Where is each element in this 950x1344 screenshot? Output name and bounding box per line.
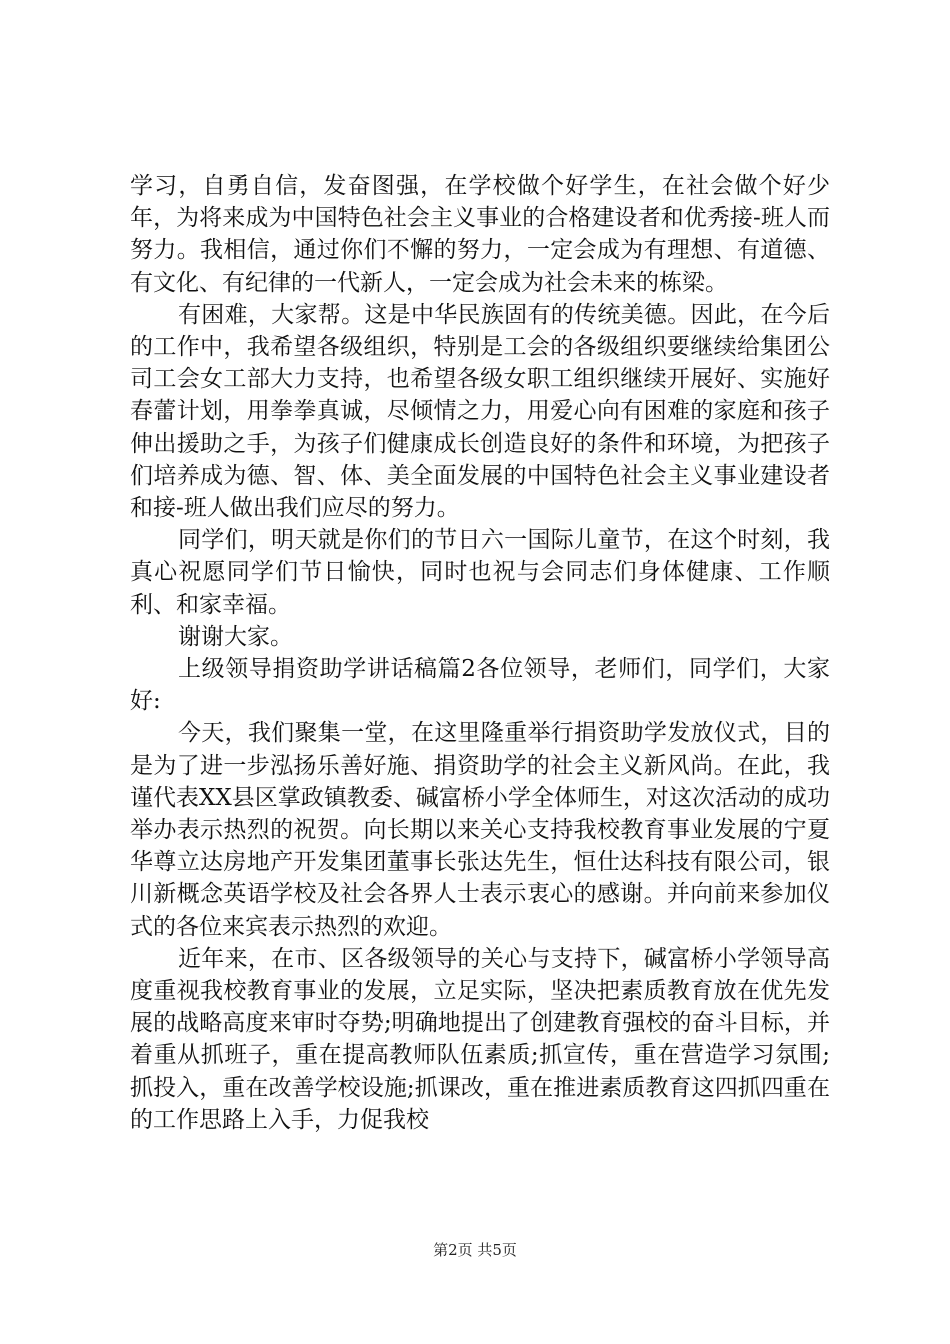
- paragraph: 近年来，在市、区各级领导的关心与支持下，碱富桥小学领导高度重视我校教育事业的发展，立足实际，坚决把素质教育放在优先发展的战略高度来审时夺势;明确地提出了创建教育强校的奋斗目标，并着重从抓班子，重在提高教师队伍素质;抓宣传，重在营造学习氛围;抓投入，重在改善学校设施;抓课改，重在推进素质教育这四抓四重在的工作思路上入手，力促我校: [130, 945, 830, 1133]
- document-body: [130, 170, 830, 1136]
- paragraph: 有困难，大家帮。这是中华民族固有的传统美德。因此，在今后的工作中，我希望各级组织，特别是工会的各级组织要继续给集团公司工会女工部大力支持，也希望各级女职工组织继续开展好、实施好春蕾计划，用拳拳真诚，尽倾情之力，用爱心向有困难的家庭和孩子伸出援助之手，为孩子们健康成长创造良好的条件和环境，为把孩子们培养成为德、智、体、美全面发展的中国特色社会主义事业建设者和接-班人做出我们应尽的努力。: [130, 301, 830, 522]
- page-number-footer: 第2页 共5页: [433, 1241, 517, 1259]
- paragraph-section-heading: 上级领导捐资助学讲话稿篇2各位领导，老师们，同学们，大家好:: [130, 656, 830, 715]
- paragraph-continuation: 学习，自勇自信，发奋图强，在学校做个好学生，在社会做个好少年，为将来成为中国特色社会主义事业的合格建设者和优秀接-班人而努力。我相信，通过你们不懈的努力，一定会成为有理想、有道德、有文化、有纪律的一代新人，一定会成为社会未来的栋梁。: [130, 173, 830, 296]
- paragraph: 今天，我们聚集一堂，在这里隆重举行捐资助学发放仪式，目的是为了进一步泓扬乐善好施、捐资助学的社会主义新风尚。在此，我谨代表XX县区掌政镇教委、碱富桥小学全体师生，对这次活动的成功举办表示热烈的祝贺。向长期以来关心支持我校教育事业发展的宁夏华尊立达房地产开发集团董事长张达先生，恒仕达科技有限公司，银川新概念英语学校及社会各界人士表示衷心的感谢。并向前来参加仪式的各位来宾表示热烈的欢迎。: [130, 720, 830, 940]
- paragraph: 谢谢大家。: [178, 623, 293, 650]
- paragraph: 同学们，明天就是你们的节日六一国际儿童节，在这个时刻，我真心祝愿同学们节日愉快，同时也祝与会同志们身体健康、工作顺利、和家幸福。: [130, 527, 830, 618]
